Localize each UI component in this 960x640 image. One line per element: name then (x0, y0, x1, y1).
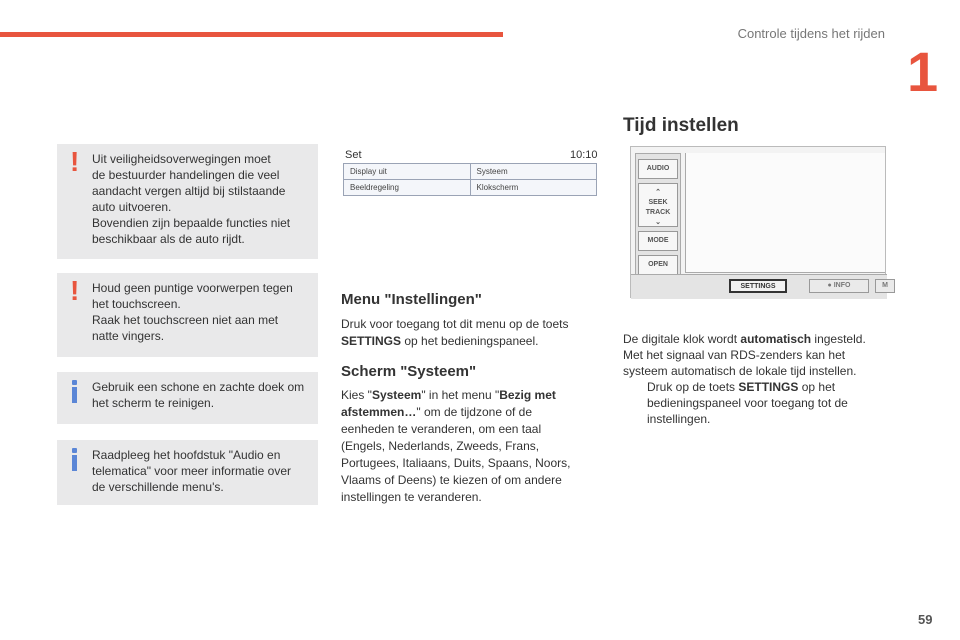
chevron-down-icon: ⌄ (655, 219, 661, 226)
time-section-title: Tijd instellen (623, 115, 739, 136)
note-text: Raadpleeg het hoofdstuk "Audio en telematica" voor meer informatie over de verschillende menu's. (92, 448, 292, 494)
warning-icon: ! (70, 146, 80, 177)
system-section-text: Kies "Systeem" in het menu "Bezig met afstemmen…" om de tijdzone of de eenheden te veranderen, om een taal (Engels, Nederlands, Zweeds, Frans, Portugees, Italiaans, Duits, Spaans, Noors, Vlaams of Deens) te kiezen of om andere instellingen te veranderen. (341, 388, 571, 504)
panel-screen (685, 153, 885, 273)
table-row (344, 180, 597, 196)
screen-clock: 10:10 (570, 149, 598, 161)
note-box-cleaning (57, 372, 318, 424)
menu-item-clock-screen[interactable]: Klokscherm (470, 180, 597, 196)
settings-menu-table (343, 163, 597, 196)
note-box-reference (57, 440, 318, 505)
menu-item-display-off[interactable]: Display uit (344, 164, 471, 180)
seek-track-button[interactable]: ⌃ SEEK TRACK ⌄ (638, 183, 678, 227)
instruction-bullet: Druk op de toets SETTINGS op het bedieningspaneel voor toegang tot de instellingen. (623, 379, 873, 427)
info-button[interactable]: ● INFO (809, 279, 869, 293)
open-button[interactable]: OPEN (638, 255, 678, 275)
note-text: Houd geen puntige voorwerpen tegen het touchscreen. Raak het touchscreen niet aan met natte vingers. (92, 281, 293, 343)
info-icon (70, 380, 78, 403)
note-text: Gebruik een schone en zachte doek om het scherm te reinigen. (92, 380, 305, 410)
screen-title: Set (345, 149, 362, 161)
menu-section-text: Druk voor toegang tot dit menu op de toets SETTINGS op het bedieningspaneel. (341, 317, 569, 348)
note-box-safety (57, 144, 318, 259)
chapter-number: 1 (907, 40, 939, 103)
audio-button[interactable]: AUDIO (638, 159, 678, 179)
note-box-touchscreen (57, 273, 318, 357)
more-button[interactable]: M (875, 279, 895, 293)
control-panel-illustration (630, 146, 886, 298)
note-text: Uit veiligheidsoverwegingen moet de bestuurder handelingen die veel aandacht vergen altijd bij stilstaande auto uitvoeren. Bovendien zijn bepaalde functies niet beschikbaar als de auto rijdt. (92, 152, 291, 246)
chevron-up-icon: ⌃ (655, 189, 661, 196)
menu-section-heading: Menu "Instellingen" (341, 291, 482, 308)
top-accent-bar (0, 32, 503, 37)
table-row (344, 164, 597, 180)
bullet-mark (623, 379, 647, 427)
time-intro-paragraph: De digitale klok wordt automatisch ingesteld. Met het signaal van RDS-zenders kan het systeem automatisch de lokale tijd instellen. (623, 332, 866, 378)
menu-item-system[interactable]: Systeem (470, 164, 597, 180)
mode-button[interactable]: MODE (638, 231, 678, 251)
info-icon (70, 448, 78, 471)
system-section-heading: Scherm "Systeem" (341, 363, 477, 380)
menu-item-picture-settings[interactable]: Beeldregeling (344, 180, 471, 196)
chapter-title: Controle tijdens het rijden (737, 26, 885, 41)
warning-icon: ! (70, 275, 80, 306)
time-section-text (623, 331, 873, 427)
settings-button[interactable]: SETTINGS (729, 279, 787, 293)
page-number: 59 (918, 612, 933, 627)
